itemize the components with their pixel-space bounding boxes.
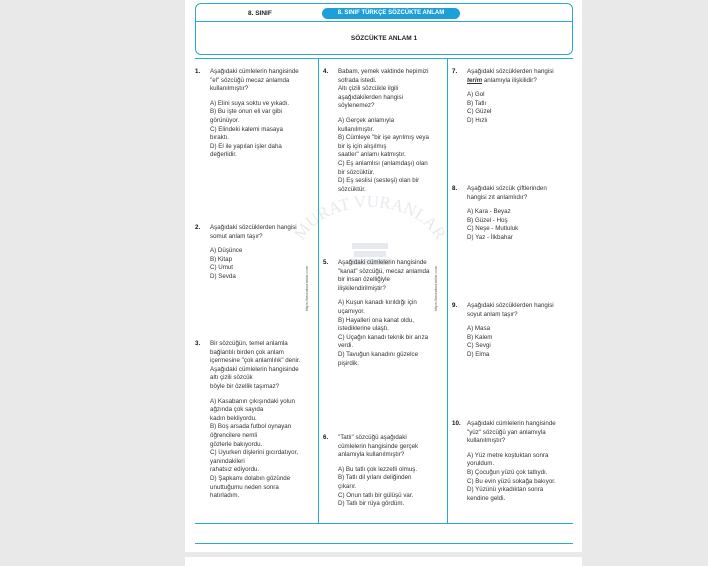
stem-line: Aşağıdaki sözcüklerden hangisi [210,224,297,231]
option-line[interactable]: öğrencilere nemli [210,431,258,439]
option-line[interactable]: kullanılmıştır. [338,125,375,133]
footer-rule [195,543,573,544]
option-line[interactable]: B) Bu işte onun eli var gibi [210,108,282,116]
question-number: 1. [195,68,201,75]
option-line[interactable]: sözcüktür. [338,185,366,193]
option-line[interactable]: C) Neşe - Mutluluk [467,225,519,233]
column-divider-right [447,58,448,523]
question-number: 2. [195,224,201,231]
stem-line: Aşağıdaki cümlelerin hangisinde [338,259,427,266]
stem-line: cümlelerin hangisinde gerçek [338,442,419,450]
option-line[interactable]: D) Yüzünü yıkadıktan sonra [467,486,544,494]
option-line[interactable]: uçamıyor. [338,307,365,315]
option-line[interactable]: D) El ile yapılan işler daha [210,142,282,150]
option-line[interactable]: çıkarır. [338,482,357,490]
stem-line: Babam, yemek vaktinde hepimizi [338,68,429,75]
question-number: 8. [452,185,458,192]
option-line[interactable]: D) Elma [467,350,490,358]
stem-line: Aşağıdaki sözcük çiftlerinden [467,185,547,192]
stem-line: altı çizili sözcük [210,374,253,382]
option-line[interactable]: A) Düşünce [210,247,243,255]
option-line[interactable]: C) Eş anlamlısı (anlamdaşı) olan [338,159,428,167]
stem-line: aşağıdakilerden hangisi [338,93,404,101]
option-line[interactable]: C) Sevgi [467,342,491,350]
stem-line: "kanat" sözcüğü, mecaz anlamda [338,267,430,275]
option-line[interactable]: rahatsız ediyordu. [210,466,260,474]
option-line[interactable]: D) Hızlı [467,116,488,124]
option-line[interactable]: B) Cümleye "bir işe ayrılmış veya [338,134,429,142]
option-line[interactable]: D) Tatlı bir rüya gördüm. [338,500,405,508]
stem-line: Aşağıdaki sözcüklerden hangisi [467,68,554,75]
grade-label: 8. SINIF [248,10,272,17]
option-line[interactable]: A) Gol [467,91,485,99]
option-line[interactable]: C) Umut [210,264,234,272]
option-line[interactable]: D) Yaz - İlkbahar [467,233,513,241]
option-line[interactable]: saatler" anlamı katmıştır. [338,151,406,159]
option-line[interactable]: ağzında çok sayıda [210,406,264,414]
next-page-edge [185,557,582,566]
stem-line: bir insan özelliğiyle [338,276,390,284]
option-line[interactable]: A) Kasabanın çıkışındaki yolun [210,397,295,405]
stem-line: bağlantılı birden çok anlam [210,348,284,356]
stem-line: içermesine "çok anlamlılık" denir. [210,357,301,365]
question-number: 3. [195,340,201,347]
stem-line: Aşağıdaki cümlelerin hangisinde [210,365,299,373]
option-line[interactable]: B) Tatlı [467,99,487,107]
stem-line: Bir sözcüğün, temel anlamla [210,340,288,347]
option-line[interactable]: bir sözcüktür. [338,168,375,176]
option-line[interactable]: A) Kara - Beyaz [467,208,511,216]
worksheet-header [195,3,573,55]
option-line[interactable]: C) Güzel [467,108,492,116]
option-line[interactable]: C) Uyurken dişlerini gıcırdatıyor, [210,449,299,457]
option-line[interactable]: bir iş için alışılmış [338,142,387,150]
option-line[interactable]: B) Çocuğun yüzü çok tatlıydı. [467,468,548,476]
option-line[interactable]: A) Yüz metre koştuktan sonra [467,451,549,459]
stem-line: Aşağıdaki cümlelerin hangisinde [467,420,556,427]
question-number: 7. [452,68,458,75]
stem-line: ilişkilendirilmiştir? [338,284,386,292]
option-line[interactable]: görünüyor. [210,116,240,124]
stem-line: "Tatlı" sözcüğü aşağıdaki [338,434,407,441]
term-word: terim [467,76,483,84]
question-number: 9. [452,302,458,309]
option-line[interactable]: kadın bekliyordu. [210,414,257,422]
subject-badge: 8. SINIF TÜRKÇE SÖZCÜKTE ANLAM [322,8,460,19]
stem-tail: anlamıyla ilişkilidir? [482,76,537,84]
option-line[interactable]: D) Sevda [210,272,236,280]
watermark-text: MURAT VURANLAR [290,195,450,243]
option-line[interactable]: B) Kitap [210,255,233,263]
stem-line: böyle bir özellik taşımaz? [210,382,280,390]
option-line[interactable]: verdi. [338,342,354,350]
option-line[interactable]: unuttuğumu neden sonra [210,483,279,491]
question-number: 10. [452,420,461,427]
option-line[interactable]: B) Kalem [467,333,493,341]
option-line[interactable]: A) Masa [467,325,491,333]
option-line[interactable]: kendine geldi. [467,494,506,502]
option-line[interactable]: B) Hayalleri ona kanat oldu, [338,316,415,324]
option-line[interactable]: yoruldum. [467,460,495,468]
stem-line: kullanılmıştır? [467,437,506,445]
option-line[interactable]: D) Eş seslisi (sesteşi) olan bir [338,177,420,185]
option-line[interactable]: B) Güzel - Hoş [467,216,508,224]
bottom-rule [195,523,573,524]
option-line[interactable]: yanındakileri [210,457,245,465]
option-line[interactable]: pişirdik. [338,359,359,367]
stem-line: "yüz" sözcüğü yan anlamıyla [467,428,546,436]
option-line[interactable]: A) Bu tatlı çok lezzetli olmuş. [338,465,418,473]
option-line[interactable]: A) Kuşun kanadı kırıldığı için [338,299,417,307]
stem-line: sofrada istedi. [338,76,377,84]
option-line[interactable]: istediklerine ulaştı. [338,325,389,333]
worksheet-page [185,0,582,552]
stem-line: Aşağıdaki cümlelerin hangisinde [210,68,299,75]
option-line[interactable]: C) Elindeki kalemi masaya [210,125,283,133]
stem-line: soyut anlam taşır? [467,310,518,318]
option-line[interactable]: değerlidir. [210,151,237,159]
column-divider-left [318,58,319,523]
option-line[interactable]: B) Tatlı dil yılanı deliğinden [338,474,412,482]
side-url-right: https://muratvuranlar.com [433,265,439,312]
stem-line: Altı çizili sözcükle ilgili [338,85,399,93]
option-line[interactable]: C) Bu evin yüzü sokağa bakıyor. [467,477,556,485]
stem-line: Aşağıdaki sözcüklerden hangisi [467,302,554,309]
option-line[interactable]: A) Gerçek anlamıyla [338,116,395,124]
page-title: SÖZCÜKTE ANLAM 1 [350,35,418,42]
question-number: 6. [323,434,329,441]
option-line[interactable]: C) Uçağın kanadı teknik bir arıza [338,333,429,341]
option-line[interactable]: hatırladım. [210,492,240,500]
stem-line: "el" sözcüğü mecaz anlamda [210,76,290,84]
side-url-left: https://muratvuranlar.com [304,265,310,312]
stem-line [467,77,554,86]
question-number: 5. [323,259,329,266]
option-line[interactable]: D) Tavuğun kanadını güzelce [338,350,419,358]
stem-line: somut anlam taşır? [210,232,263,240]
option-line[interactable]: gözlerle bakıyordu. [210,440,263,448]
option-line[interactable]: A) Elini suya soktu ve yıkadı. [210,99,290,107]
option-line[interactable]: bıraktı. [210,134,229,142]
stem-line: hangisi zıt anlamlıdır? [467,193,528,201]
option-line[interactable]: B) Boş arsada futbol oynayan [210,423,292,431]
stem-line: anlamıyla kullanılmıştır? [338,451,405,459]
option-line[interactable]: D) Şapkamı dolabın gözünde [210,474,291,482]
header-divider [196,21,572,22]
stem-line: kullanılmıştır? [210,85,249,93]
option-line[interactable]: C) Onun tatlı bir gülüşü var. [338,491,414,499]
top-rule [195,58,573,59]
question-number: 4. [323,68,329,75]
stem-line: söylenemez? [338,102,375,110]
